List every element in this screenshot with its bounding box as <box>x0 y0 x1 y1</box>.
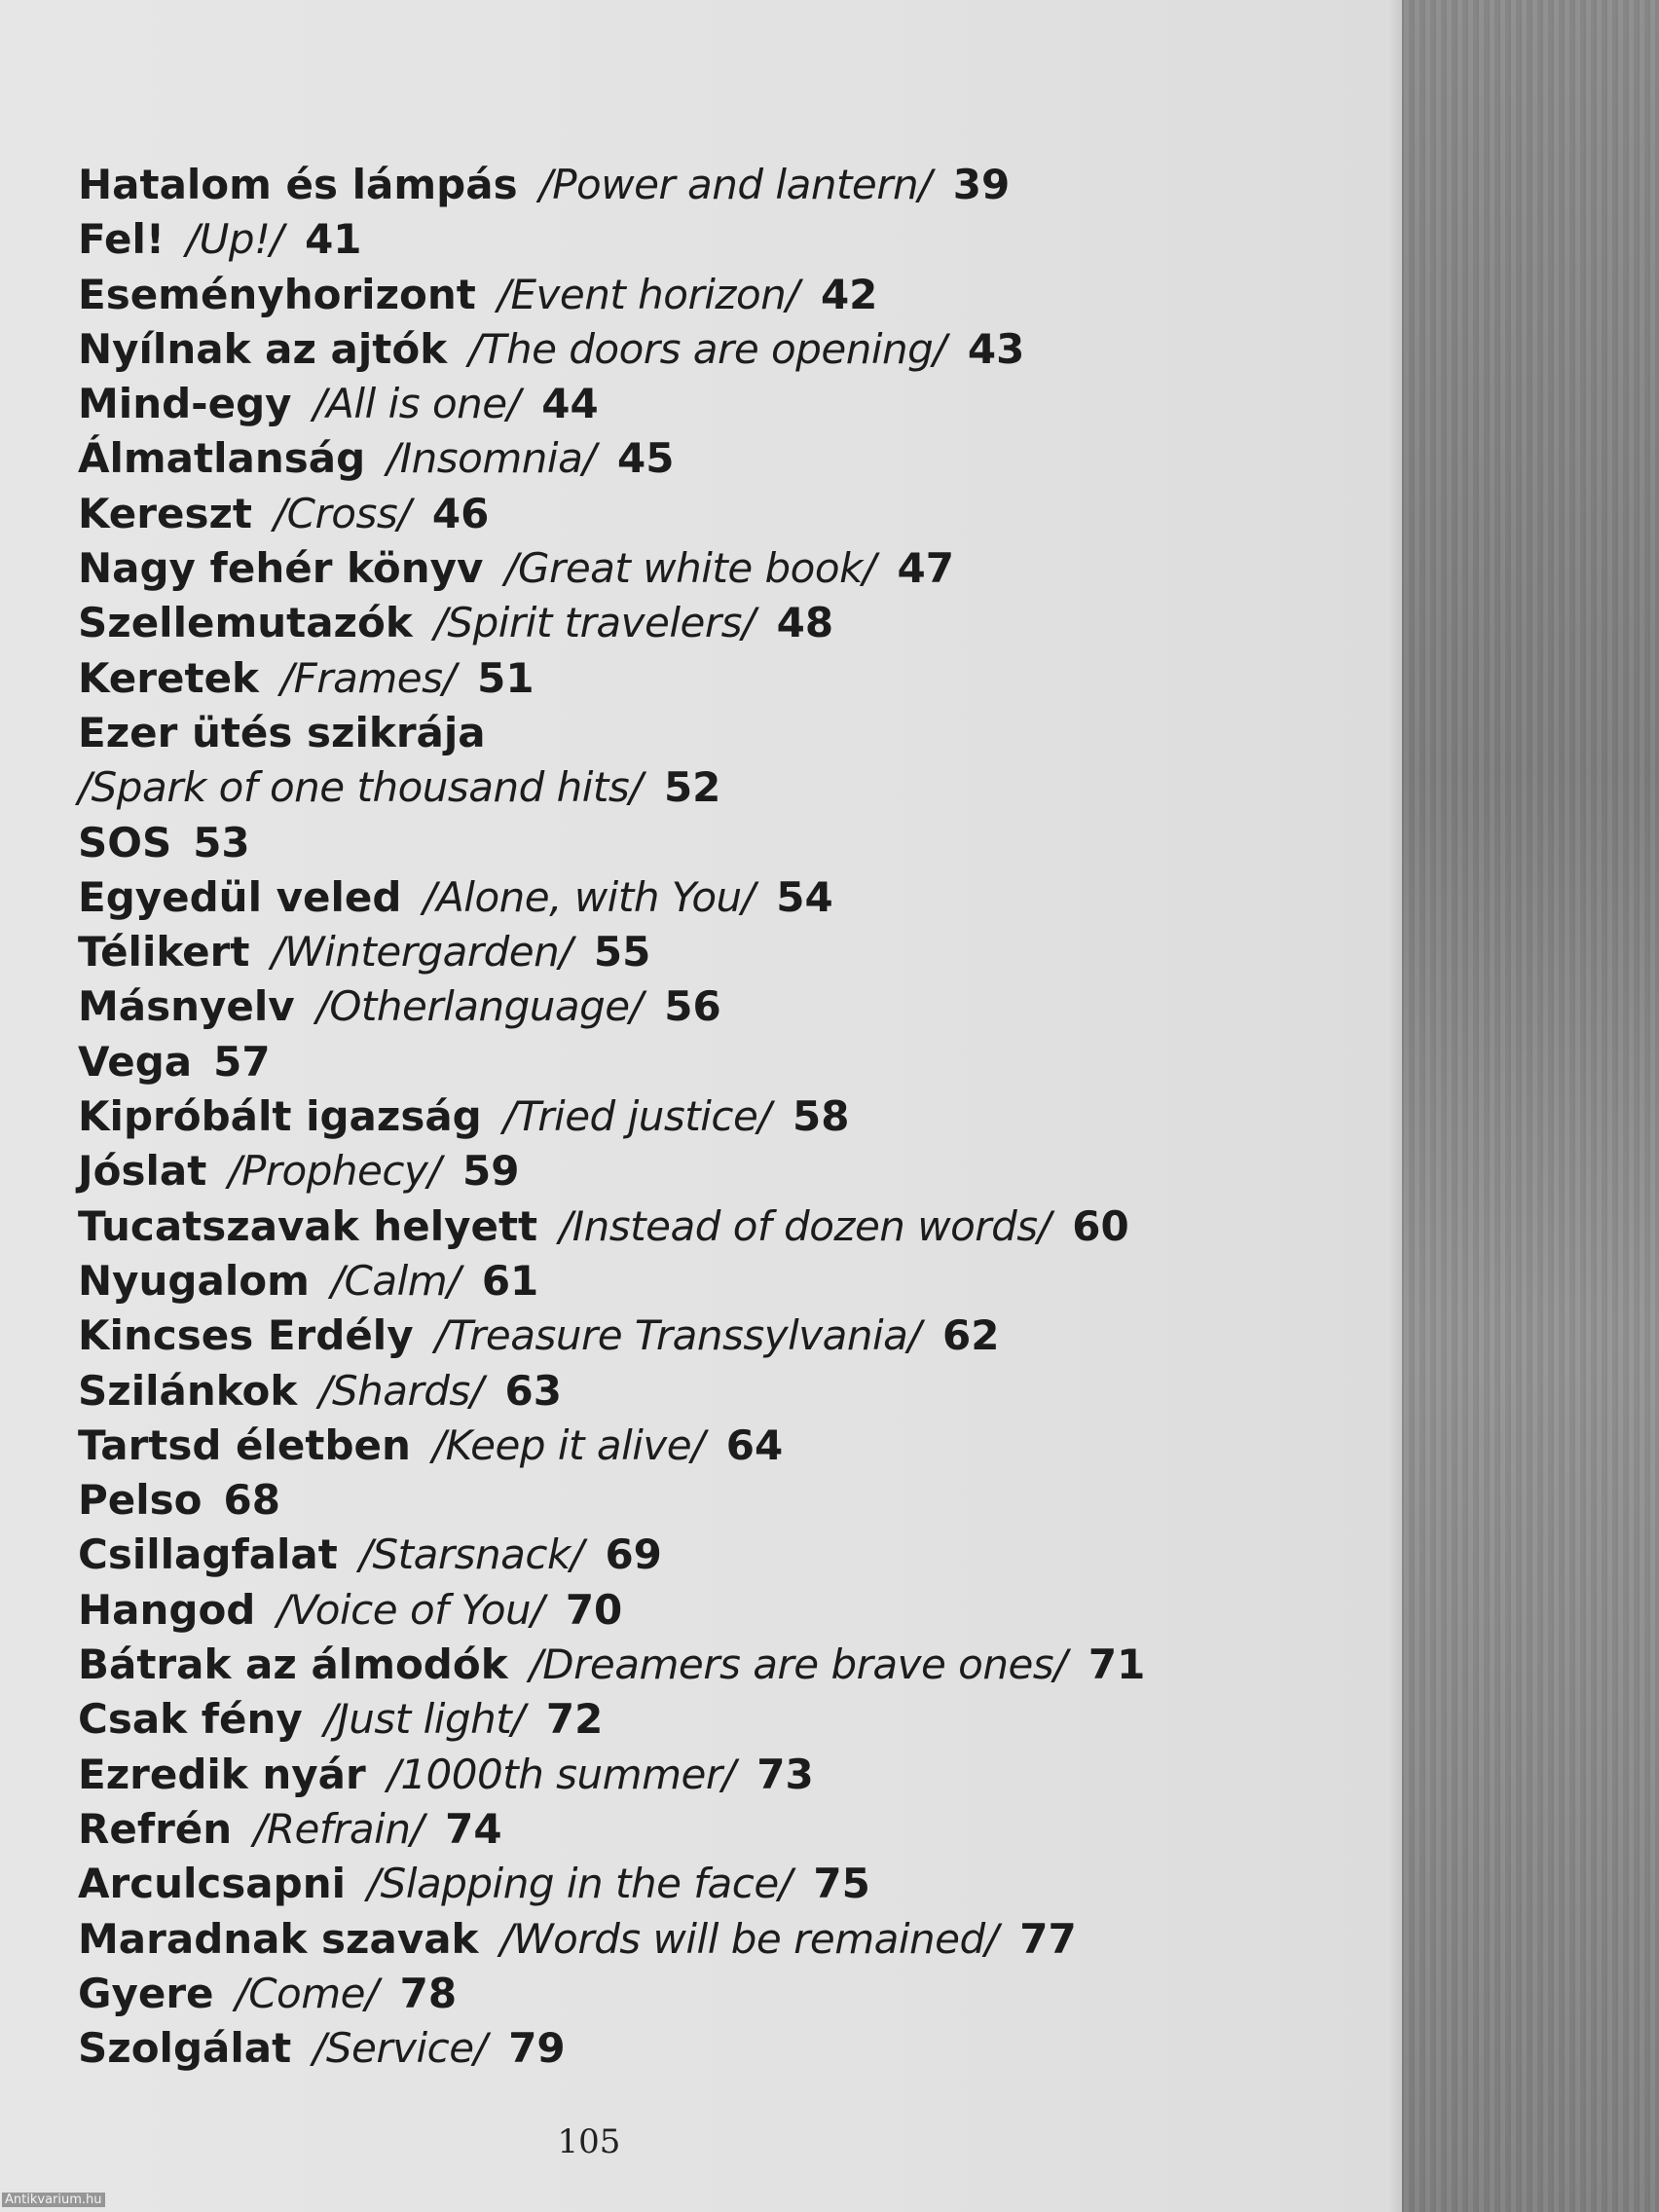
toc-page-number: 46 <box>431 489 490 537</box>
toc-title-english: /Spirit travelers/ <box>433 599 756 647</box>
toc-title-english: /Frames/ <box>280 653 457 702</box>
toc-page-number: 59 <box>461 1147 520 1196</box>
toc-title-english: /Tried justice/ <box>502 1092 771 1141</box>
toc-page-number: 55 <box>593 928 651 977</box>
toc-title-hungarian: Ezer ütés szikrája <box>78 708 486 756</box>
toc-entry <box>78 1473 1344 1528</box>
toc-entry <box>78 1967 1344 2021</box>
toc-title-english: /Cross/ <box>274 489 411 537</box>
toc-entry <box>78 1748 1344 1802</box>
toc-page-number: 47 <box>897 544 954 593</box>
toc-page-number: 58 <box>792 1092 850 1141</box>
toc-entry <box>78 212 1344 267</box>
toc-entry <box>78 1254 1344 1309</box>
toc-title-hungarian: Vega <box>78 1037 193 1086</box>
toc-title-hungarian: Nyílnak az ajtók <box>78 324 448 373</box>
toc-entry <box>78 870 1344 925</box>
toc-title-hungarian: Jóslat <box>78 1147 207 1196</box>
toc-entry <box>78 1638 1344 1692</box>
toc-title-english: /Instead of dozen words/ <box>559 1201 1051 1250</box>
toc-entry <box>78 1144 1344 1198</box>
toc-page-number: 75 <box>813 1860 870 1908</box>
toc-entry <box>78 1802 1344 1857</box>
toc-title-hungarian: Maradnak szavak <box>78 1914 479 1963</box>
toc-entry <box>78 431 1344 486</box>
toc-title-english: /Event horizon/ <box>497 270 799 318</box>
toc-page-number: 78 <box>399 1969 458 2017</box>
toc-title-english: /Come/ <box>235 1969 379 2017</box>
toc-entry <box>78 1035 1344 1089</box>
toc-page-number: 71 <box>1088 1641 1146 1689</box>
toc-title-hungarian: Hatalom és lámpás <box>78 161 518 208</box>
toc-title-hungarian: Kipróbált igazság <box>78 1092 482 1141</box>
toc-page-number: 62 <box>942 1311 1000 1360</box>
toc-entry <box>78 1364 1344 1419</box>
toc-entry <box>78 487 1344 541</box>
toc-title-hungarian: Másnyelv <box>78 982 295 1031</box>
toc-entry <box>78 1528 1344 1582</box>
toc-title-hungarian: Nagy fehér könyv <box>78 544 484 593</box>
toc-title-english: /Dreamers are brave ones/ <box>529 1641 1067 1689</box>
toc-page-number: 41 <box>305 215 362 264</box>
toc-title-english: /Alone, with You/ <box>423 872 756 921</box>
toc-title-english: /Keep it alive/ <box>431 1420 705 1469</box>
toc-page-number: 42 <box>820 270 878 318</box>
toc-entry <box>78 1857 1344 1911</box>
toc-entry <box>78 268 1344 322</box>
toc-page-number: 72 <box>545 1695 604 1744</box>
watermark: Antikvarium.hu <box>2 2193 105 2207</box>
toc-page-number: 60 <box>1072 1201 1129 1250</box>
toc-entry <box>78 1692 1344 1747</box>
toc-page-number: 48 <box>776 599 834 647</box>
toc-title-hungarian: Keretek <box>78 653 259 702</box>
page-number: 105 <box>557 2122 621 2161</box>
toc-entry <box>78 651 1344 706</box>
toc-title-hungarian: Bátrak az álmodók <box>78 1641 508 1689</box>
toc-page-number: 64 <box>725 1420 784 1469</box>
toc-title-hungarian: Nyugalom <box>78 1256 310 1305</box>
toc-title-hungarian: Ezredik nyár <box>78 1750 366 1798</box>
toc-title-hungarian: Csillagfalat <box>78 1530 338 1579</box>
toc-title-hungarian: SOS <box>78 818 172 866</box>
toc-title-english: /The doors are opening/ <box>468 324 946 373</box>
toc-title-english: /Shards/ <box>318 1366 484 1415</box>
toc-title-english: /Treasure Transsylvania/ <box>434 1311 922 1360</box>
toc-page-number: 74 <box>445 1804 502 1853</box>
toc-title-english: /Wintergarden/ <box>271 928 572 977</box>
toc-title-hungarian: Télikert <box>78 928 250 977</box>
toc-title-english: /Service/ <box>313 2024 488 2073</box>
toc-page-number: 39 <box>952 161 1011 208</box>
toc-entry <box>78 1199 1344 1254</box>
toc-entry <box>78 979 1344 1034</box>
toc-title-english: /Slapping in the face/ <box>367 1860 793 1908</box>
toc-entry <box>78 322 1344 377</box>
toc-title-english: /Words will be remained/ <box>499 1914 999 1963</box>
toc-title-hungarian: Arculcsapni <box>78 1860 347 1908</box>
toc-title-hungarian: Gyere <box>78 1969 214 2017</box>
toc-entry <box>78 1419 1344 1473</box>
toc-title-hungarian: Tartsd életben <box>78 1420 411 1469</box>
toc-title-hungarian: Szolgálat <box>78 2024 292 2073</box>
toc-entry <box>78 1583 1344 1638</box>
toc-title-english: /Voice of You/ <box>276 1585 544 1634</box>
toc-entry <box>78 2021 1344 2076</box>
toc-title-hungarian: Refrén <box>78 1804 233 1853</box>
toc-title-english: /Just light/ <box>323 1695 525 1744</box>
toc-entry <box>78 816 1344 870</box>
toc-title-hungarian: Kereszt <box>78 489 253 537</box>
toc-title-hungarian: Csak fény <box>78 1695 303 1744</box>
toc-title-english: /Power and lantern/ <box>538 161 932 208</box>
toc-title-english: /Starsnack/ <box>358 1530 584 1579</box>
toc-entry <box>78 158 1344 212</box>
table-of-contents <box>78 158 1344 2076</box>
toc-title-hungarian: Hangod <box>78 1585 256 1634</box>
toc-entry <box>78 706 1344 760</box>
toc-entry <box>78 760 1344 815</box>
toc-page-number: 53 <box>193 818 250 866</box>
toc-title-hungarian: Kincses Erdély <box>78 1311 414 1360</box>
toc-page-number: 79 <box>508 2024 566 2073</box>
toc-title-english: /Great white book/ <box>504 544 876 593</box>
toc-title-english: /Spark of one thousand hits/ <box>78 763 643 812</box>
toc-page-number: 57 <box>213 1037 271 1086</box>
toc-page-number: 56 <box>664 982 721 1031</box>
toc-title-hungarian: Álmatlanság <box>78 434 366 483</box>
toc-title-hungarian: Eseményhorizont <box>78 270 476 318</box>
toc-page-number: 69 <box>605 1530 662 1579</box>
toc-title-english: /All is one/ <box>313 380 521 428</box>
wood-background <box>1402 0 1659 2212</box>
toc-page-number: 63 <box>504 1366 562 1415</box>
toc-title-hungarian: Szilánkok <box>78 1366 298 1415</box>
toc-page-number: 52 <box>663 763 721 812</box>
toc-entry <box>78 1309 1344 1363</box>
toc-page-number: 61 <box>481 1256 539 1305</box>
toc-page-number: 43 <box>967 324 1025 373</box>
toc-page-number: 70 <box>565 1585 623 1634</box>
toc-title-hungarian: Mind-egy <box>78 380 292 428</box>
toc-title-hungarian: Tucatszavak helyett <box>78 1201 538 1250</box>
toc-title-hungarian: Fel! <box>78 215 166 264</box>
toc-entry <box>78 925 1344 979</box>
toc-title-english: /Prophecy/ <box>228 1147 441 1196</box>
toc-page-number: 54 <box>776 872 833 921</box>
toc-title-english: /Calm/ <box>330 1256 461 1305</box>
toc-title-english: /Otherlanguage/ <box>315 982 644 1031</box>
toc-title-hungarian: Szellemutazók <box>78 599 413 647</box>
toc-entry <box>78 541 1344 596</box>
toc-title-english: /Insomnia/ <box>387 434 596 483</box>
toc-title-hungarian: Egyedül veled <box>78 872 402 921</box>
toc-entry <box>78 596 1344 650</box>
toc-title-english: /Up!/ <box>186 215 284 264</box>
toc-page-number: 44 <box>541 380 599 428</box>
toc-page-number: 45 <box>616 434 675 483</box>
toc-entry <box>78 1089 1344 1144</box>
toc-entry <box>78 377 1344 431</box>
toc-entry <box>78 1912 1344 1967</box>
toc-page-number: 51 <box>477 653 535 702</box>
toc-title-english: /1000th summer/ <box>387 1750 736 1798</box>
toc-title-hungarian: Pelso <box>78 1476 203 1525</box>
toc-page-number: 68 <box>223 1476 280 1525</box>
toc-page-number: 77 <box>1019 1914 1077 1963</box>
toc-title-english: /Refrain/ <box>253 1804 424 1853</box>
toc-page-number: 73 <box>756 1750 814 1798</box>
